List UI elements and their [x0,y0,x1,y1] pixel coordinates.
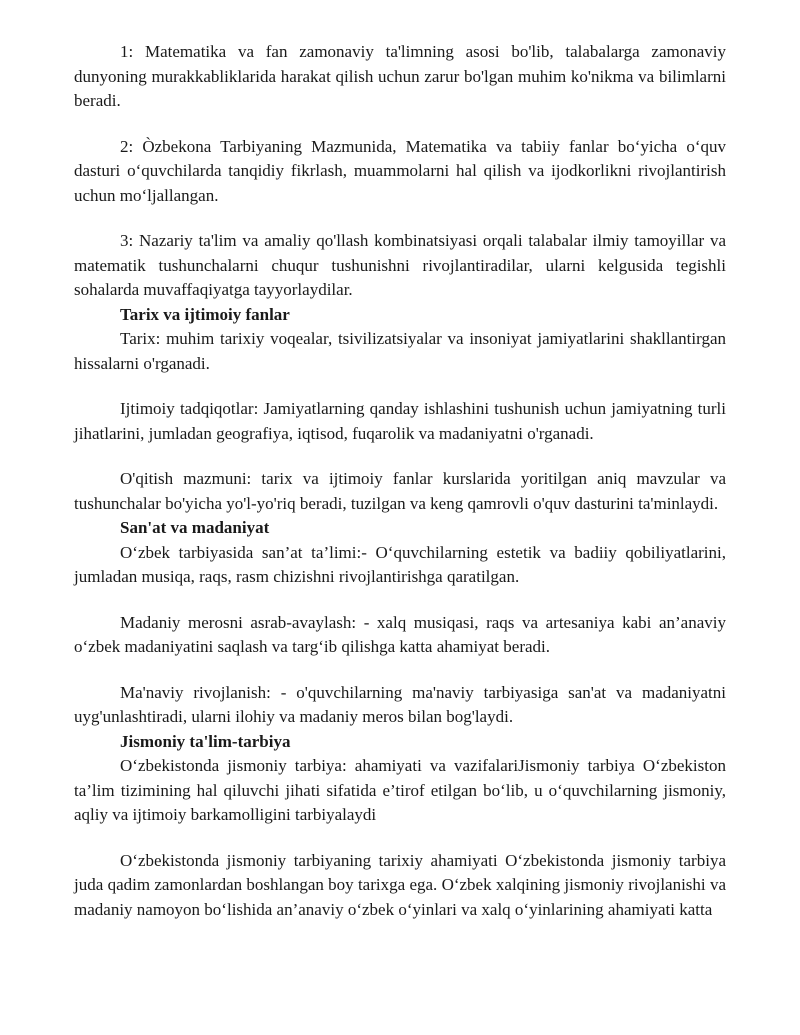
document-page [74,40,726,922]
history-heading: Tarix va ijtimoiy fanlar [120,304,290,324]
art-paragraph-2: Madaniy merosni asrab-avaylash: - xalq musiqasi, raqs va artesaniya kabi an’anaviy o‘zbek madaniyatini saqlash va targ‘ib qilishga katta ahamiyat beradi. [74,612,726,656]
math-paragraph-3: 3: Nazariy ta'lim va amaliy qo'llash kombinatsiyasi orqali talabalar ilmiy tamoyillar va matematik tushunchalarni chuqur tushunishni rivojlantiradilar, ularni kelgusida tegishli sohalarda muvaffaqiyatga tayyorlaydilar. [74,231,726,299]
art-paragraph-3: Ma'naviy rivojlanish: - o'quvchilarning ma'naviy tarbiyasiga san'at va madaniyatni uyg'unlashtiradi, ularni ilohiy va madaniy meros bilan bog'laydi. [74,682,726,726]
history-paragraph-2: Ijtimoiy tadqiqotlar: Jamiyatlarning qanday ishlashini tushunish uchun jamiyatning turli jihatlarini, jumladan geografiya, iqtisod, fuqarolik va madaniyatni o'rganadi. [74,399,726,443]
history-paragraph-1: Tarix: muhim tarixiy voqealar, tsivilizatsiyalar va insoniyat jamiyatlarini shakllantirgan hissalarni o'rganadi. [74,329,726,373]
art-heading: San'at va madaniyat [120,518,270,537]
art-paragraph-1: O‘zbek tarbiyasida san’at ta’limi:- O‘quvchilarning estetik va badiiy qobiliyatlarini, jumladan musiqa, raqs, rasm chizishni rivojlantirishga qaratilgan. [74,542,726,586]
pe-paragraph-1: O‘zbekistonda jismoniy tarbiya: ahamiyati va vazifalariJismoniy tarbiya O‘zbekiston ta’lim tizimining hal qiluvchi jihati sifatida e’tirof etilgan bo‘lib, u o‘quvchilarning jismoniy, aqliy va ijtimoiy barkamolligini tarbiyalaydi [74,756,726,824]
pe-heading: Jismoniy ta'lim-tarbiya [120,731,291,751]
pe-paragraph-2: O‘zbekistonda jismoniy tarbiyaning tarixiy ahamiyati O‘zbekistonda jismoniy tarbiya juda qadim zamonlardan boshlangan boy tarixga ega. O‘zbek xalqining jismoniy rivojlanishi va madaniy namoyon bo‘lishida an’anaviy o‘zbek o‘yinlari va xalq o‘yinlarining ahamiyati katta [74,850,726,919]
math-paragraph-1: 1: Matematika va fan zamonaviy ta'limning asosi bo'lib, talabalarga zamonaviy dunyoning murakkabliklarida harakat qilish uchun zarur bo'lgan muhim ko'nikma va bilimlarni beradi. [74,42,726,110]
math-paragraph-2: 2: Òzbekona Tarbiyaning Mazmunida, Matematika va tabiiy fanlar bo‘yicha o‘quv dasturi o‘quvchilarda tanqidiy fikrlash, muammolarni hal qilish va ijodkorlikni rivojlantirish uchun mo‘ljallangan. [74,136,726,205]
history-paragraph-3: O'qitish mazmuni: tarix va ijtimoiy fanlar kurslarida yoritilgan aniq mavzular va tushunchalar bo'yicha yo'l-yo'riq beradi, tuzilgan va keng qamrovli o'quv dasturini ta'minlaydi. [74,469,726,513]
